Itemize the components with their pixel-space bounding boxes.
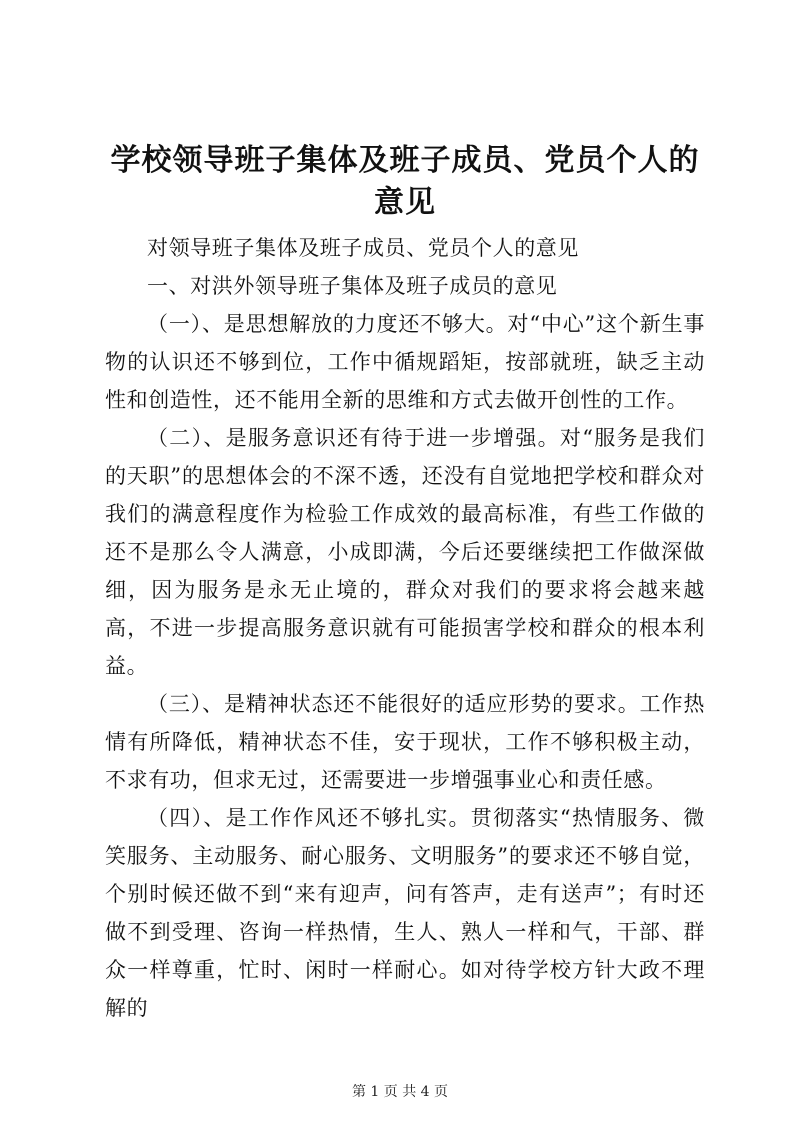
document-title: 学校领导班子集体及班子成员、党员个人的意见 bbox=[110, 143, 700, 220]
paragraph-item-4: （四）、是工作作风还不够扎实。贯彻落实“热情服务、微笑服务、主动服务、耐心服务、文明服务”的要求还不够自觉，个别时候还做不到“来有迎声，问有答声，走有送声”；有时还做不到受理、咨询一样热情，生人、熟人一样和气，干部、群众一样尊重，忙时、闲时一样耐心。如对待学校方针大政不理解的 bbox=[105, 806, 705, 1020]
document-body bbox=[105, 229, 705, 1027]
paragraph-item-1: （一）、是思想解放的力度还不够大。对“中心”这个新生事物的认识还不够到位，工作中循规蹈矩，按部就班，缺乏主动性和创造性，还不能用全新的思维和方式去做开创性的工作。 bbox=[105, 312, 705, 412]
paragraph-subtitle: 对领导班子集体及班子成员、党员个人的意见 bbox=[147, 236, 579, 260]
page-number-footer: 第 1 页 共 4 页 bbox=[351, 1084, 449, 1100]
paragraph-section-heading: 一、对洪外领导班子集体及班子成员的意见 bbox=[147, 274, 558, 298]
paragraph-item-2: （二）、是服务意识还有待于进一步增强。对“服务是我们的天职”的思想体会的不深不透，还没有自觉地把学校和群众对我们的满意程度作为检验工作成效的最高标准，有些工作做的还不是那么令人满意，小成即满，今后还要继续把工作做深做细，因为服务是永无止境的，群众对我们的要求将会越来越高，不进一步提高服务意识就有可能损害学校和群众的根本利益。 bbox=[105, 426, 705, 678]
paragraph-item-3: （三）、是精神状态还不能很好的适应形势的要求。工作热情有所降低，精神状态不佳，安于现状，工作不够积极主动，不求有功，但求无过，还需要进一步增强事业心和责任感。 bbox=[105, 692, 705, 792]
